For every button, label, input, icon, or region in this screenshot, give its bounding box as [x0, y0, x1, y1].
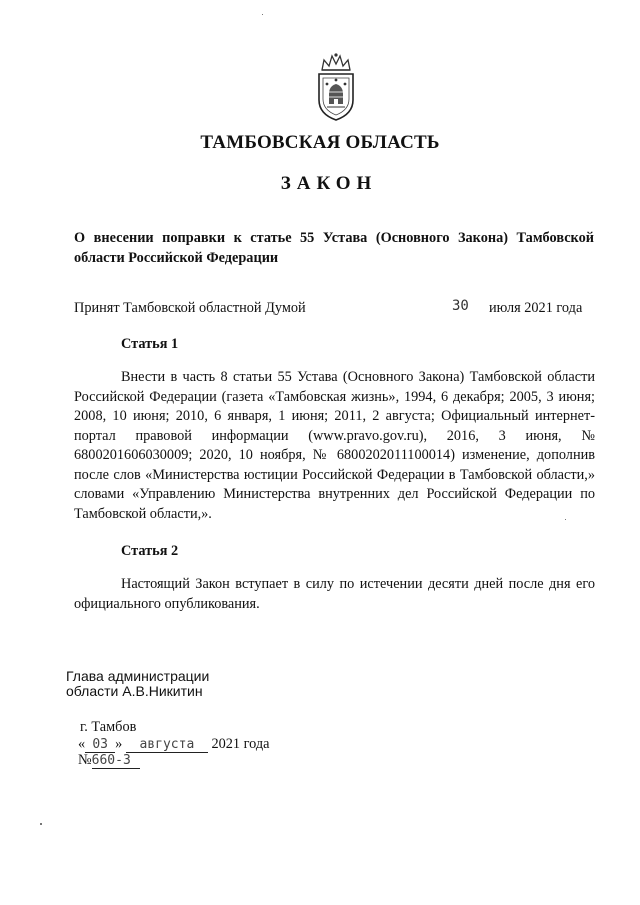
signing-month: августа [126, 737, 208, 753]
signing-city: г. Тамбов [80, 719, 137, 735]
signing-date [78, 736, 270, 753]
adoption-day: 30 [452, 298, 469, 314]
article-1-text: Внести в часть 8 статьи 55 Устава (Основного Закона) Тамбовской области Российской Федерации (газета «Тамбовская жизнь», 1994, 6 декабря; 2005, 3 июня; 2008, 10 июня; 2010, 6 января, 1 июня; 2011, 2 августа; Официальный интернет-портал правовой информации (www.pravo.gov.ru), 2016, 3 июня, № 6800201606030009; 2020, 10 ноября, № 6800202011100014) изменение, дополнив после слов «Министерства юстиции Российской Федерации в Тамбовской области,» словами «Управлению Министерства внутренних дел Российской Федерации по Тамбовской области,». [74, 369, 595, 522]
region-title: ТАМБОВСКАЯ ОБЛАСТЬ [200, 132, 440, 153]
date-quote-open: « [78, 736, 86, 752]
number-sign: № [78, 752, 92, 768]
adoption-month-year: июля 2021 года [489, 300, 583, 316]
adoption-text: Принят Тамбовской областной Думой [74, 300, 306, 316]
signing-year: 2021 года [211, 736, 270, 752]
law-number [78, 752, 140, 769]
article-2-text: Настоящий Закон вступает в силу по истечении десяти дней после дня его официального опубликования. [74, 576, 595, 612]
law-number-value: 660-З [92, 753, 140, 769]
law-title: О внесении поправки к статье 55 Устава (Основного Закона) Тамбовской области Российской Федерации [74, 230, 594, 266]
article-1-heading: Статья 1 [121, 336, 179, 352]
date-quote-close: » [115, 736, 123, 752]
signatory-name: области А.В.Никитин [66, 683, 203, 699]
coat-of-arms-emblem [312, 52, 360, 122]
scan-speck [40, 823, 42, 825]
article-2-heading: Статья 2 [121, 543, 179, 559]
signatory-position: Глава администрации [66, 668, 210, 684]
scan-speck [262, 14, 263, 15]
signing-day: 03 [85, 737, 115, 753]
document-type-heading: ЗАКОН [280, 173, 378, 194]
scan-speck [565, 519, 566, 520]
